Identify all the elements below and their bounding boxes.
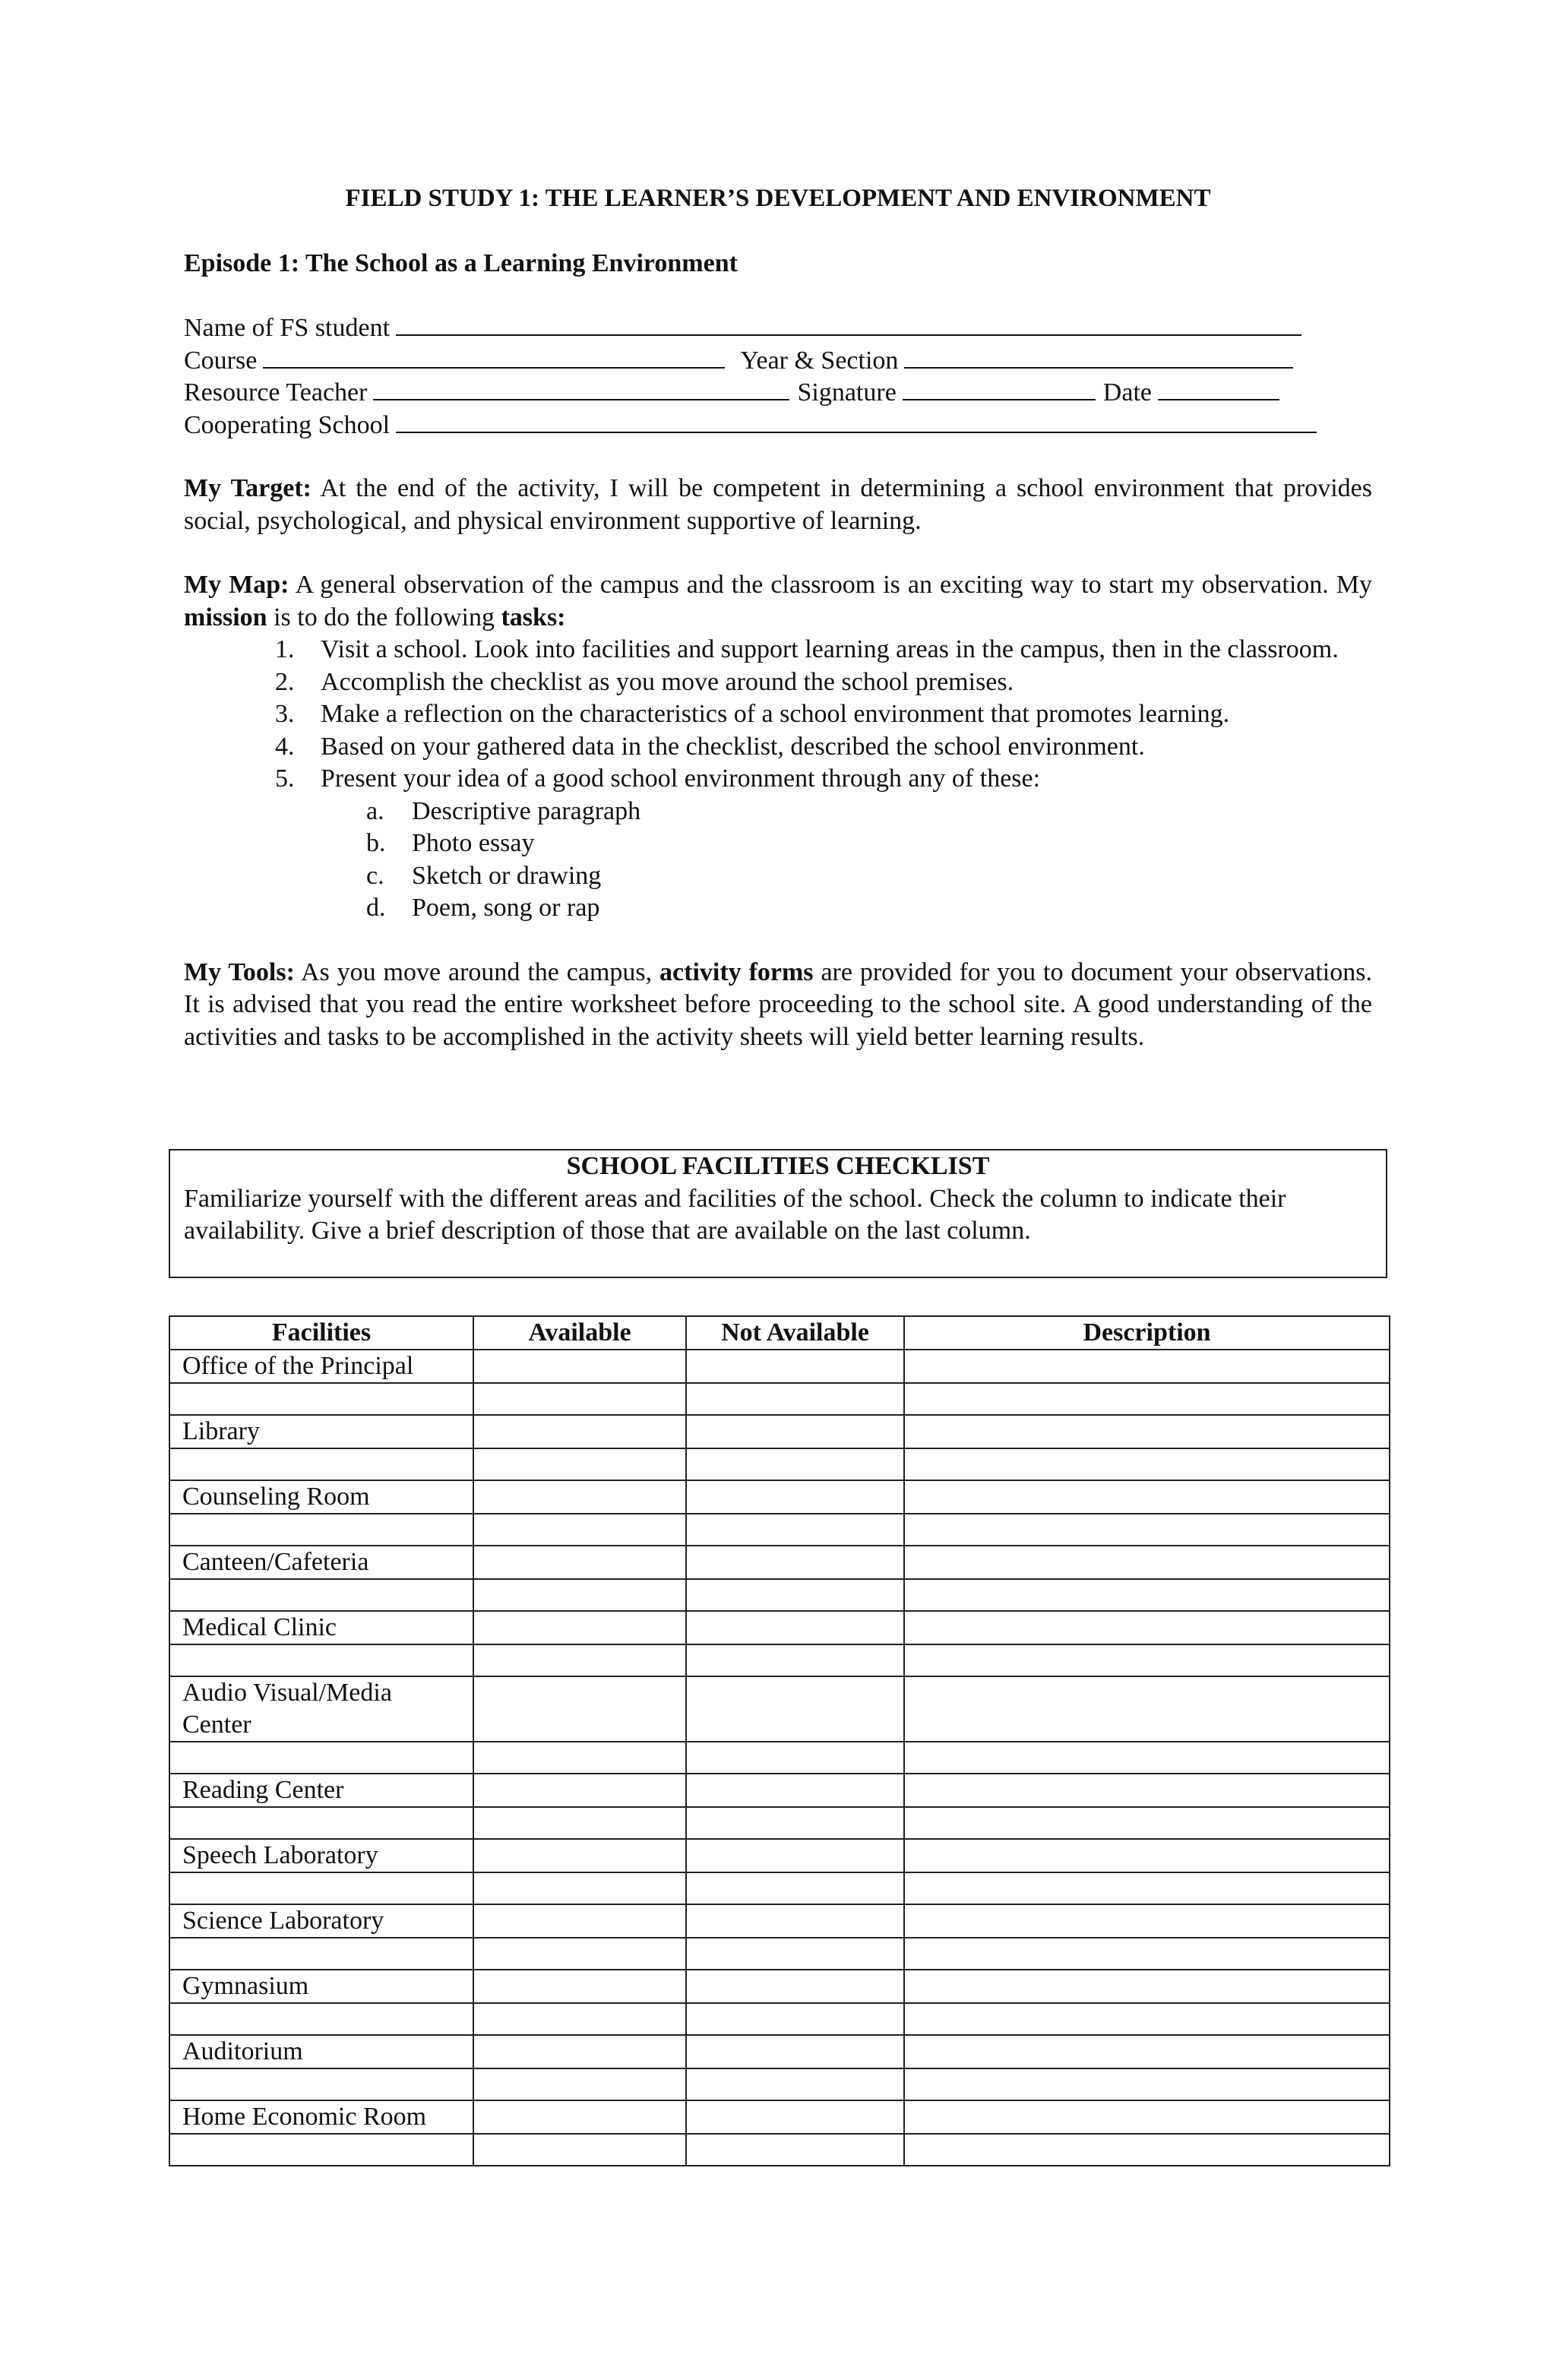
available-cell[interactable] bbox=[473, 1938, 686, 1970]
not-available-cell[interactable] bbox=[686, 1480, 904, 1514]
not-available-cell[interactable] bbox=[686, 1839, 904, 1872]
facility-name-cell: Reading Center bbox=[169, 1774, 473, 1807]
not-available-cell[interactable] bbox=[686, 1383, 904, 1415]
course-row bbox=[184, 344, 1372, 377]
table-row bbox=[169, 1807, 1390, 1839]
table-row bbox=[169, 1774, 1390, 1807]
table-row bbox=[169, 2134, 1390, 2166]
description-cell[interactable] bbox=[904, 1383, 1390, 1415]
available-cell[interactable] bbox=[473, 1448, 686, 1480]
date-field-line[interactable] bbox=[1158, 376, 1279, 400]
available-cell[interactable] bbox=[473, 1480, 686, 1514]
not-available-cell[interactable] bbox=[686, 2003, 904, 2035]
checklist-instructions-box bbox=[169, 1149, 1387, 1278]
available-cell[interactable] bbox=[473, 2035, 686, 2068]
not-available-cell[interactable] bbox=[686, 1448, 904, 1480]
available-cell[interactable] bbox=[473, 1872, 686, 1904]
tools-bold-text: activity forms bbox=[659, 957, 814, 986]
facility-name-cell bbox=[169, 2134, 473, 2166]
school-row bbox=[184, 409, 1372, 442]
header-available: Available bbox=[473, 1316, 686, 1350]
teacher-row bbox=[184, 376, 1372, 409]
episode-heading: Episode 1: The School as a Learning Environment bbox=[184, 249, 738, 277]
not-available-cell[interactable] bbox=[686, 1514, 904, 1546]
available-cell[interactable] bbox=[473, 2134, 686, 2166]
facility-name-cell: Home Economic Room bbox=[169, 2100, 473, 2134]
not-available-cell[interactable] bbox=[686, 1872, 904, 1904]
facility-name-cell bbox=[169, 1742, 473, 1774]
tools-paragraph bbox=[184, 957, 1372, 1054]
description-cell[interactable] bbox=[904, 2134, 1390, 2166]
not-available-cell[interactable] bbox=[686, 1970, 904, 2003]
facility-name-cell bbox=[169, 1383, 473, 1415]
available-cell[interactable] bbox=[473, 1774, 686, 1807]
student-info-form bbox=[184, 312, 1372, 441]
facility-name-cell: Counseling Room bbox=[169, 1480, 473, 1514]
resource-teacher-label: Resource Teacher bbox=[184, 378, 368, 407]
list-item: 3. Make a reflection on the characteristics of a school environment that promotes learning. bbox=[275, 700, 1230, 728]
map-paragraph bbox=[184, 569, 1372, 634]
not-available-cell[interactable] bbox=[686, 2068, 904, 2100]
facility-name-cell: Science Laboratory bbox=[169, 1904, 473, 1938]
map-tasks-word: tasks: bbox=[501, 603, 566, 631]
available-cell[interactable] bbox=[473, 1839, 686, 1872]
not-available-cell[interactable] bbox=[686, 2035, 904, 2068]
not-available-cell[interactable] bbox=[686, 1742, 904, 1774]
available-cell[interactable] bbox=[473, 1904, 686, 1938]
date-label: Date bbox=[1102, 378, 1152, 407]
facility-name-cell bbox=[169, 1514, 473, 1546]
not-available-cell[interactable] bbox=[686, 1938, 904, 1970]
not-available-cell[interactable] bbox=[686, 1546, 904, 1579]
table-row bbox=[169, 1676, 1390, 1742]
description-cell[interactable] bbox=[904, 1742, 1390, 1774]
available-cell[interactable] bbox=[473, 1415, 686, 1448]
facility-name-cell bbox=[169, 2068, 473, 2100]
list-item: 2. Accomplish the checklist as you move around the school premises. bbox=[275, 667, 1014, 696]
facility-name-cell: Auditorium bbox=[169, 2035, 473, 2068]
description-cell[interactable] bbox=[904, 1676, 1390, 1742]
description-cell[interactable] bbox=[904, 1480, 1390, 1514]
signature-field-line[interactable] bbox=[903, 376, 1096, 400]
not-available-cell[interactable] bbox=[686, 1774, 904, 1807]
not-available-cell[interactable] bbox=[686, 1579, 904, 1611]
header-description: Description bbox=[904, 1316, 1390, 1350]
description-cell[interactable] bbox=[904, 1644, 1390, 1676]
available-cell[interactable] bbox=[473, 1644, 686, 1676]
map-mission-word: mission bbox=[184, 603, 267, 631]
not-available-cell[interactable] bbox=[686, 1904, 904, 1938]
course-field-line[interactable] bbox=[263, 344, 725, 369]
page-title: FIELD STUDY 1: THE LEARNER’S DEVELOPMENT AND ENVIRONMENT bbox=[345, 185, 1211, 212]
facility-name-cell: Speech Laboratory bbox=[169, 1839, 473, 1872]
available-cell[interactable] bbox=[473, 2100, 686, 2134]
facilities-table bbox=[169, 1315, 1390, 2166]
table-row bbox=[169, 1742, 1390, 1774]
target-label: My Target: bbox=[184, 474, 312, 502]
list-item: c. Sketch or drawing bbox=[366, 861, 602, 890]
description-cell[interactable] bbox=[904, 1579, 1390, 1611]
available-cell[interactable] bbox=[473, 1676, 686, 1742]
description-cell[interactable] bbox=[904, 2003, 1390, 2035]
available-cell[interactable] bbox=[473, 1514, 686, 1546]
not-available-cell[interactable] bbox=[686, 1644, 904, 1676]
signature-label: Signature bbox=[797, 378, 897, 407]
table-row bbox=[169, 1872, 1390, 1904]
checklist-title: SCHOOL FACILITIES CHECKLIST bbox=[566, 1152, 990, 1180]
facility-name-cell bbox=[169, 1807, 473, 1839]
description-cell[interactable] bbox=[904, 1448, 1390, 1480]
not-available-cell[interactable] bbox=[686, 1807, 904, 1839]
table-row bbox=[169, 1480, 1390, 1514]
table-row bbox=[169, 2035, 1390, 2068]
not-available-cell[interactable] bbox=[686, 1350, 904, 1383]
name-field-line[interactable] bbox=[396, 312, 1301, 336]
description-cell[interactable] bbox=[904, 1774, 1390, 1807]
available-cell[interactable] bbox=[473, 1807, 686, 1839]
header-not-available: Not Available bbox=[686, 1316, 904, 1350]
table-row bbox=[169, 1938, 1390, 1970]
description-cell[interactable] bbox=[904, 1546, 1390, 1579]
table-row bbox=[169, 1611, 1390, 1644]
map-text-middle: is to do the following bbox=[274, 603, 495, 631]
cooperating-school-label: Cooperating School bbox=[184, 410, 391, 439]
facility-name-cell: Gymnasium bbox=[169, 1970, 473, 2003]
target-paragraph bbox=[184, 473, 1372, 537]
table-row bbox=[169, 1514, 1390, 1546]
table-row bbox=[169, 1904, 1390, 1938]
target-text: At the end of the activity, I will be competent in determining a school environment that provides social, psychological, and physical environment supportive of learning. bbox=[184, 474, 1373, 535]
description-cell[interactable] bbox=[904, 1807, 1390, 1839]
available-cell[interactable] bbox=[473, 1383, 686, 1415]
table-row bbox=[169, 1839, 1390, 1872]
list-item: b. Photo essay bbox=[366, 829, 535, 857]
cooperating-school-field-line[interactable] bbox=[396, 409, 1317, 433]
available-cell[interactable] bbox=[473, 1546, 686, 1579]
name-label: Name of FS student bbox=[184, 314, 391, 342]
facility-name-cell bbox=[169, 1872, 473, 1904]
description-cell[interactable] bbox=[904, 1872, 1390, 1904]
not-available-cell[interactable] bbox=[686, 2134, 904, 2166]
facility-name-cell bbox=[169, 2003, 473, 2035]
facility-name-cell: Office of the Principal bbox=[169, 1350, 473, 1383]
name-row bbox=[184, 312, 1372, 344]
available-cell[interactable] bbox=[473, 1579, 686, 1611]
table-row bbox=[169, 2068, 1390, 2100]
list-item: a. Descriptive paragraph bbox=[366, 796, 641, 825]
tools-label: My Tools: bbox=[184, 957, 295, 986]
table-row bbox=[169, 2100, 1390, 2134]
tools-text-after: are provided for you to document your observations. It is advised that you read the entire worksheet before proceeding to the school site. A good understanding of the activities and tasks to be accomplished in the activity sheets will yield better learning results. bbox=[184, 957, 1372, 1051]
description-cell[interactable] bbox=[904, 1415, 1390, 1448]
available-cell[interactable] bbox=[473, 1970, 686, 2003]
resource-teacher-field-line[interactable] bbox=[373, 376, 789, 400]
list-item: 5. Present your idea of a good school environment through any of these: bbox=[275, 764, 1041, 793]
description-cell[interactable] bbox=[904, 1514, 1390, 1546]
list-item: 1. Visit a school. Look into facilities and support learning areas in the campus, then in the classroom. bbox=[275, 635, 1339, 663]
table-row bbox=[169, 1644, 1390, 1676]
table-row bbox=[169, 2003, 1390, 2035]
table-header-row bbox=[169, 1316, 1390, 1350]
not-available-cell[interactable] bbox=[686, 2100, 904, 2134]
available-cell[interactable] bbox=[473, 1350, 686, 1383]
map-text: A general observation of the campus and the classroom is an exciting way to start my observation. My bbox=[295, 571, 1373, 599]
available-cell[interactable] bbox=[473, 2003, 686, 2035]
table-row bbox=[169, 1350, 1390, 1383]
table-row bbox=[169, 1415, 1390, 1448]
available-cell[interactable] bbox=[473, 1611, 686, 1644]
list-item: 4. Based on your gathered data in the checklist, described the school environment. bbox=[275, 732, 1145, 761]
table-row bbox=[169, 1970, 1390, 2003]
description-cell[interactable] bbox=[904, 2100, 1390, 2134]
table-row bbox=[169, 1579, 1390, 1611]
table-row bbox=[169, 1546, 1390, 1579]
available-cell[interactable] bbox=[473, 2068, 686, 2100]
course-label: Course bbox=[184, 346, 258, 375]
facility-name-cell bbox=[169, 1938, 473, 1970]
description-cell[interactable] bbox=[904, 1839, 1390, 1872]
facility-name-cell bbox=[169, 1579, 473, 1611]
description-cell[interactable] bbox=[904, 1970, 1390, 2003]
task-list bbox=[184, 634, 1372, 796]
document-page bbox=[184, 182, 1372, 1053]
year-section-label: Year & Section bbox=[740, 346, 899, 375]
facility-name-cell bbox=[169, 1448, 473, 1480]
tools-text: As you move around the campus, bbox=[300, 957, 653, 986]
description-cell[interactable] bbox=[904, 1904, 1390, 1938]
map-label: My Map: bbox=[184, 571, 289, 599]
header-facilities: Facilities bbox=[169, 1316, 473, 1350]
table-row bbox=[169, 1448, 1390, 1480]
year-section-field-line[interactable] bbox=[904, 344, 1293, 369]
facility-name-cell: Audio Visual/Media Center bbox=[169, 1676, 473, 1742]
description-cell[interactable] bbox=[904, 2035, 1390, 2068]
not-available-cell[interactable] bbox=[686, 1415, 904, 1448]
presentation-options-list bbox=[184, 796, 1372, 925]
facility-name-cell: Canteen/Cafeteria bbox=[169, 1546, 473, 1579]
description-cell[interactable] bbox=[904, 2068, 1390, 2100]
checklist-instructions: Familiarize yourself with the different areas and facilities of the school. Check the column to indicate their availability. Give a brief description of those that are available on the last column. bbox=[184, 1184, 1286, 1245]
not-available-cell[interactable] bbox=[686, 1676, 904, 1742]
description-cell[interactable] bbox=[904, 1611, 1390, 1644]
table-row bbox=[169, 1383, 1390, 1415]
available-cell[interactable] bbox=[473, 1742, 686, 1774]
not-available-cell[interactable] bbox=[686, 1611, 904, 1644]
description-cell[interactable] bbox=[904, 1350, 1390, 1383]
facility-name-cell: Medical Clinic bbox=[169, 1611, 473, 1644]
facility-name-cell: Library bbox=[169, 1415, 473, 1448]
facility-name-cell bbox=[169, 1644, 473, 1676]
list-item: d. Poem, song or rap bbox=[366, 894, 600, 922]
description-cell[interactable] bbox=[904, 1938, 1390, 1970]
